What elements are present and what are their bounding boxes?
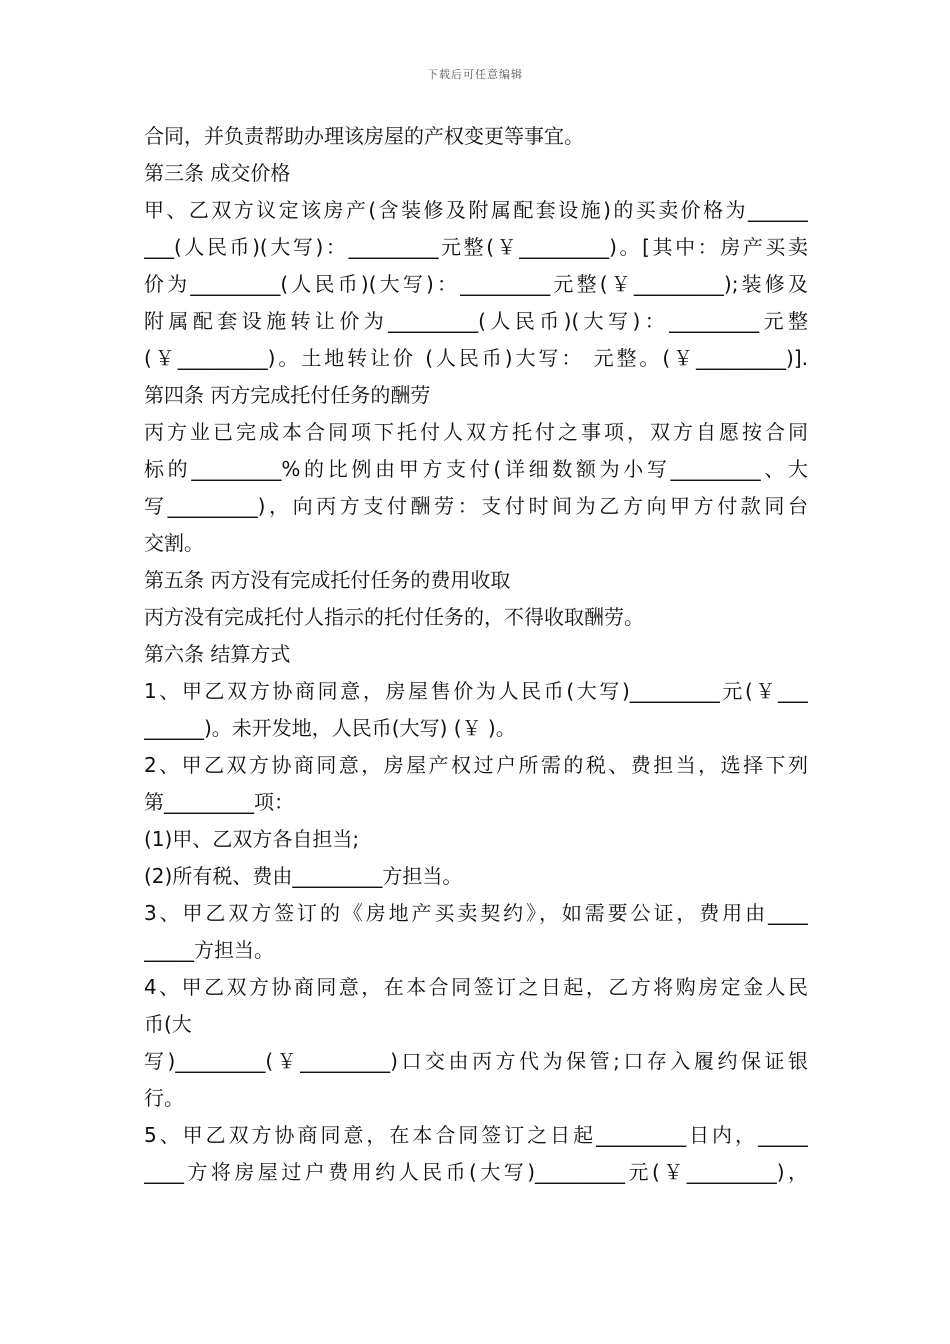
text-line: 丙方没有完成托付人指示的托付任务的，不得收取酬劳。 bbox=[144, 605, 644, 629]
text-line: 写_________)，向丙方支付酬劳：支付时间为乙方向甲方付款同台 bbox=[144, 494, 808, 518]
page-header: 下载后可任意编辑 bbox=[427, 68, 523, 81]
text-line: 5、甲乙双方协商同意，在本合同签订之日起_________日内，_____ bbox=[144, 1123, 808, 1147]
text-line: 第五条 丙方没有完成托付任务的费用收取 bbox=[144, 568, 511, 592]
text-line: 合同，并负责帮助办理该房屋的产权变更等事宜。 bbox=[144, 124, 584, 148]
text-line: 第_________项： bbox=[144, 790, 294, 814]
text-line: 写)_________(￥_________)口交由丙方代为保管;口存入履约保证银 bbox=[144, 1049, 808, 1073]
text-line: 交割。 bbox=[144, 531, 204, 555]
text-line: (1)甲、乙双方各自担当; bbox=[144, 827, 360, 851]
text-line: 附属配套设施转让价为_________(人民币)(大写)：_________元整 bbox=[144, 309, 808, 333]
text-line: ___(人民币)(大写)：_________元整(￥_________)。[其中：房产买卖 bbox=[144, 235, 808, 259]
text-line: 3、甲乙双方签订的《房地产买卖契约》，如需要公证，费用由____ bbox=[144, 901, 808, 925]
text-line: _____方担当。 bbox=[144, 938, 274, 962]
text-line: 第六条 结算方式 bbox=[144, 642, 291, 666]
text-line: 4、甲乙双方协商同意，在本合同签订之日起，乙方将购房定金人民 bbox=[144, 975, 808, 999]
text-line: 价为_________(人民币)(大写)：_________元整(￥_________);装修及 bbox=[144, 272, 808, 296]
text-line: (￥_________)。土地转让价 (人民币)大写： 元整。(￥_________)]. bbox=[144, 346, 808, 370]
text-line: 币(大 bbox=[144, 1012, 192, 1036]
text-line: ______)。未开发地，人民币(大写) (￥ )。 bbox=[144, 716, 516, 740]
text-line: 丙方业已完成本合同项下托付人双方托付之事项，双方自愿按合同 bbox=[144, 420, 808, 444]
text-line: 2、甲乙双方协商同意，房屋产权过户所需的税、费担当，选择下列 bbox=[144, 753, 808, 777]
text-line: 第四条 丙方完成托付任务的酬劳 bbox=[144, 383, 431, 407]
text-line: 标的_________%的比例由甲方支付(详细数额为小写_________、大 bbox=[144, 457, 808, 481]
text-line: 行。 bbox=[144, 1086, 184, 1110]
text-line: 甲、乙双方议定该房产(含装修及附属配套设施)的买卖价格为______ bbox=[144, 198, 808, 222]
document-body bbox=[144, 118, 808, 1191]
text-line: 第三条 成交价格 bbox=[144, 161, 291, 185]
text-line: ____方将房屋过户费用约人民币(大写)_________元(￥_________)， bbox=[144, 1160, 808, 1184]
text-line: (2)所有税、费由_________方担当。 bbox=[144, 864, 463, 888]
text-line: 1、甲乙双方协商同意，房屋售价为人民币(大写)_________元(￥___ bbox=[144, 679, 808, 703]
